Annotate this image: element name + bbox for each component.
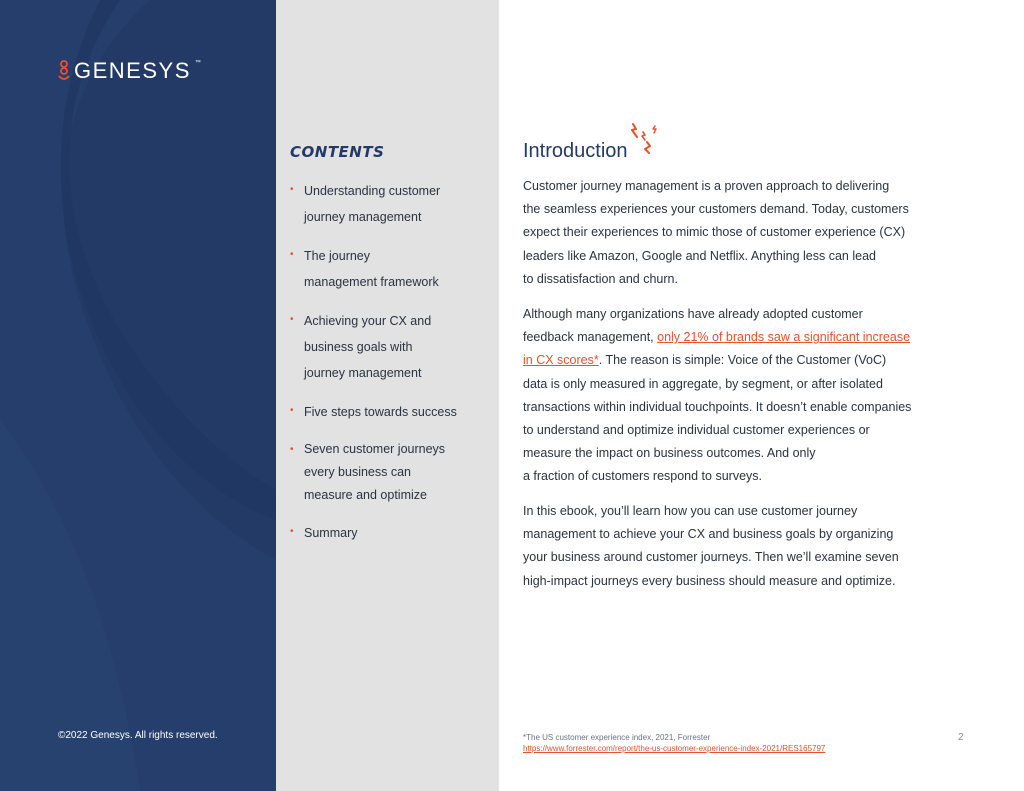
toc-item-understanding[interactable] (290, 178, 475, 230)
forrester-stat-link[interactable]: only 21% of brands saw a significant increase (657, 330, 911, 345)
text-line: your business around customer journeys. Then we’ll examine seven (523, 550, 899, 565)
toc-item-line: The journey (304, 249, 371, 263)
footnote-link[interactable]: https://www.forrester.com/report/the-us-customer-experience-index-2021/RES165797 (523, 744, 826, 753)
toc-item-line: Understanding customer (304, 184, 441, 198)
text-line: In this ebook, you’ll learn how you can use customer journey (523, 504, 858, 518)
text-line: high-impact journeys every business should measure and optimize. (523, 573, 896, 588)
bullet-icon: • (290, 444, 294, 455)
bullet-icon: • (290, 249, 294, 260)
page-number: 2 (958, 732, 964, 743)
text-line: Although many organizations have already adopted customer (523, 307, 863, 321)
toc-item-framework[interactable] (290, 243, 475, 295)
toc-item-line: Seven customer journeys (304, 442, 446, 456)
toc-item-seven-journeys[interactable] (290, 438, 475, 507)
intro-paragraph-1 (523, 175, 953, 291)
forrester-stat-link-continued[interactable]: in CX scores* (523, 353, 599, 368)
text-line: expect their experiences to mimic those of customer experience (CX) (523, 225, 906, 240)
footnote-text: *The US customer experience index, 2021, Forrester (523, 733, 711, 742)
text-line: to dissatisfaction and churn. (523, 271, 678, 286)
text-line: measure the impact on business outcomes. And only (523, 446, 816, 461)
background-swirl (0, 0, 276, 791)
text-line: the seamless experiences your customers demand. Today, customers (523, 202, 909, 217)
toc-item-line: every business can (304, 465, 412, 479)
logo-wordmark: GENESYS (74, 58, 191, 83)
text-line (523, 349, 953, 372)
toc-item-summary[interactable] (290, 520, 475, 546)
toc-item-line: business goals with (304, 340, 413, 354)
bullet-icon: • (290, 314, 294, 325)
intro-paragraph-3 (523, 500, 953, 593)
text-line: transactions within individual touchpoints. It doesn’t enable companies (523, 399, 912, 414)
left-panel (0, 0, 276, 791)
panel-divider (497, 0, 500, 791)
text-line: a fraction of customers respond to surveys. (523, 469, 762, 484)
copyright-text: ©2022 Genesys. All rights reserved. (58, 730, 218, 741)
intro-paragraph-2 (523, 303, 953, 489)
text-line: to understand and optimize individual customer experiences or (523, 423, 870, 438)
bullet-icon: • (290, 405, 294, 416)
footnote (523, 732, 825, 754)
text-segment: feedback management, (523, 330, 658, 345)
genesys-logo (58, 58, 201, 84)
text-line: Customer journey management is a proven approach to delivering (523, 179, 890, 193)
contents-title: CONTENTS (290, 143, 385, 161)
text-line: leaders like Amazon, Google and Netflix. Anything less can lead (523, 248, 876, 263)
toc-item-line: journey management (304, 210, 422, 224)
toc-item-line: journey management (304, 366, 422, 380)
genesys-logo-icon (58, 60, 70, 82)
toc-item-line: management framework (304, 275, 439, 289)
toc-item-line: Summary (304, 526, 358, 540)
toc-item-five-steps[interactable] (290, 399, 475, 425)
toc-item-achieving[interactable] (290, 308, 475, 386)
text-segment: . The reason is simple: Voice of the Customer (VoC) (598, 353, 887, 368)
table-of-contents (290, 178, 475, 559)
text-line (523, 326, 953, 349)
text-line: data is only measured in aggregate, by segment, or after isolated (523, 376, 883, 391)
spark-icon (628, 118, 662, 160)
logo-trademark: ™ (194, 60, 201, 66)
toc-item-line: measure and optimize (304, 488, 427, 502)
toc-item-line: Achieving your CX and (304, 314, 432, 328)
section-heading: Introduction (523, 140, 628, 162)
toc-item-line: Five steps towards success (304, 405, 457, 419)
bullet-icon: • (290, 184, 294, 195)
text-line: management to achieve your CX and business goals by organizing (523, 527, 894, 542)
bullet-icon: • (290, 526, 294, 537)
